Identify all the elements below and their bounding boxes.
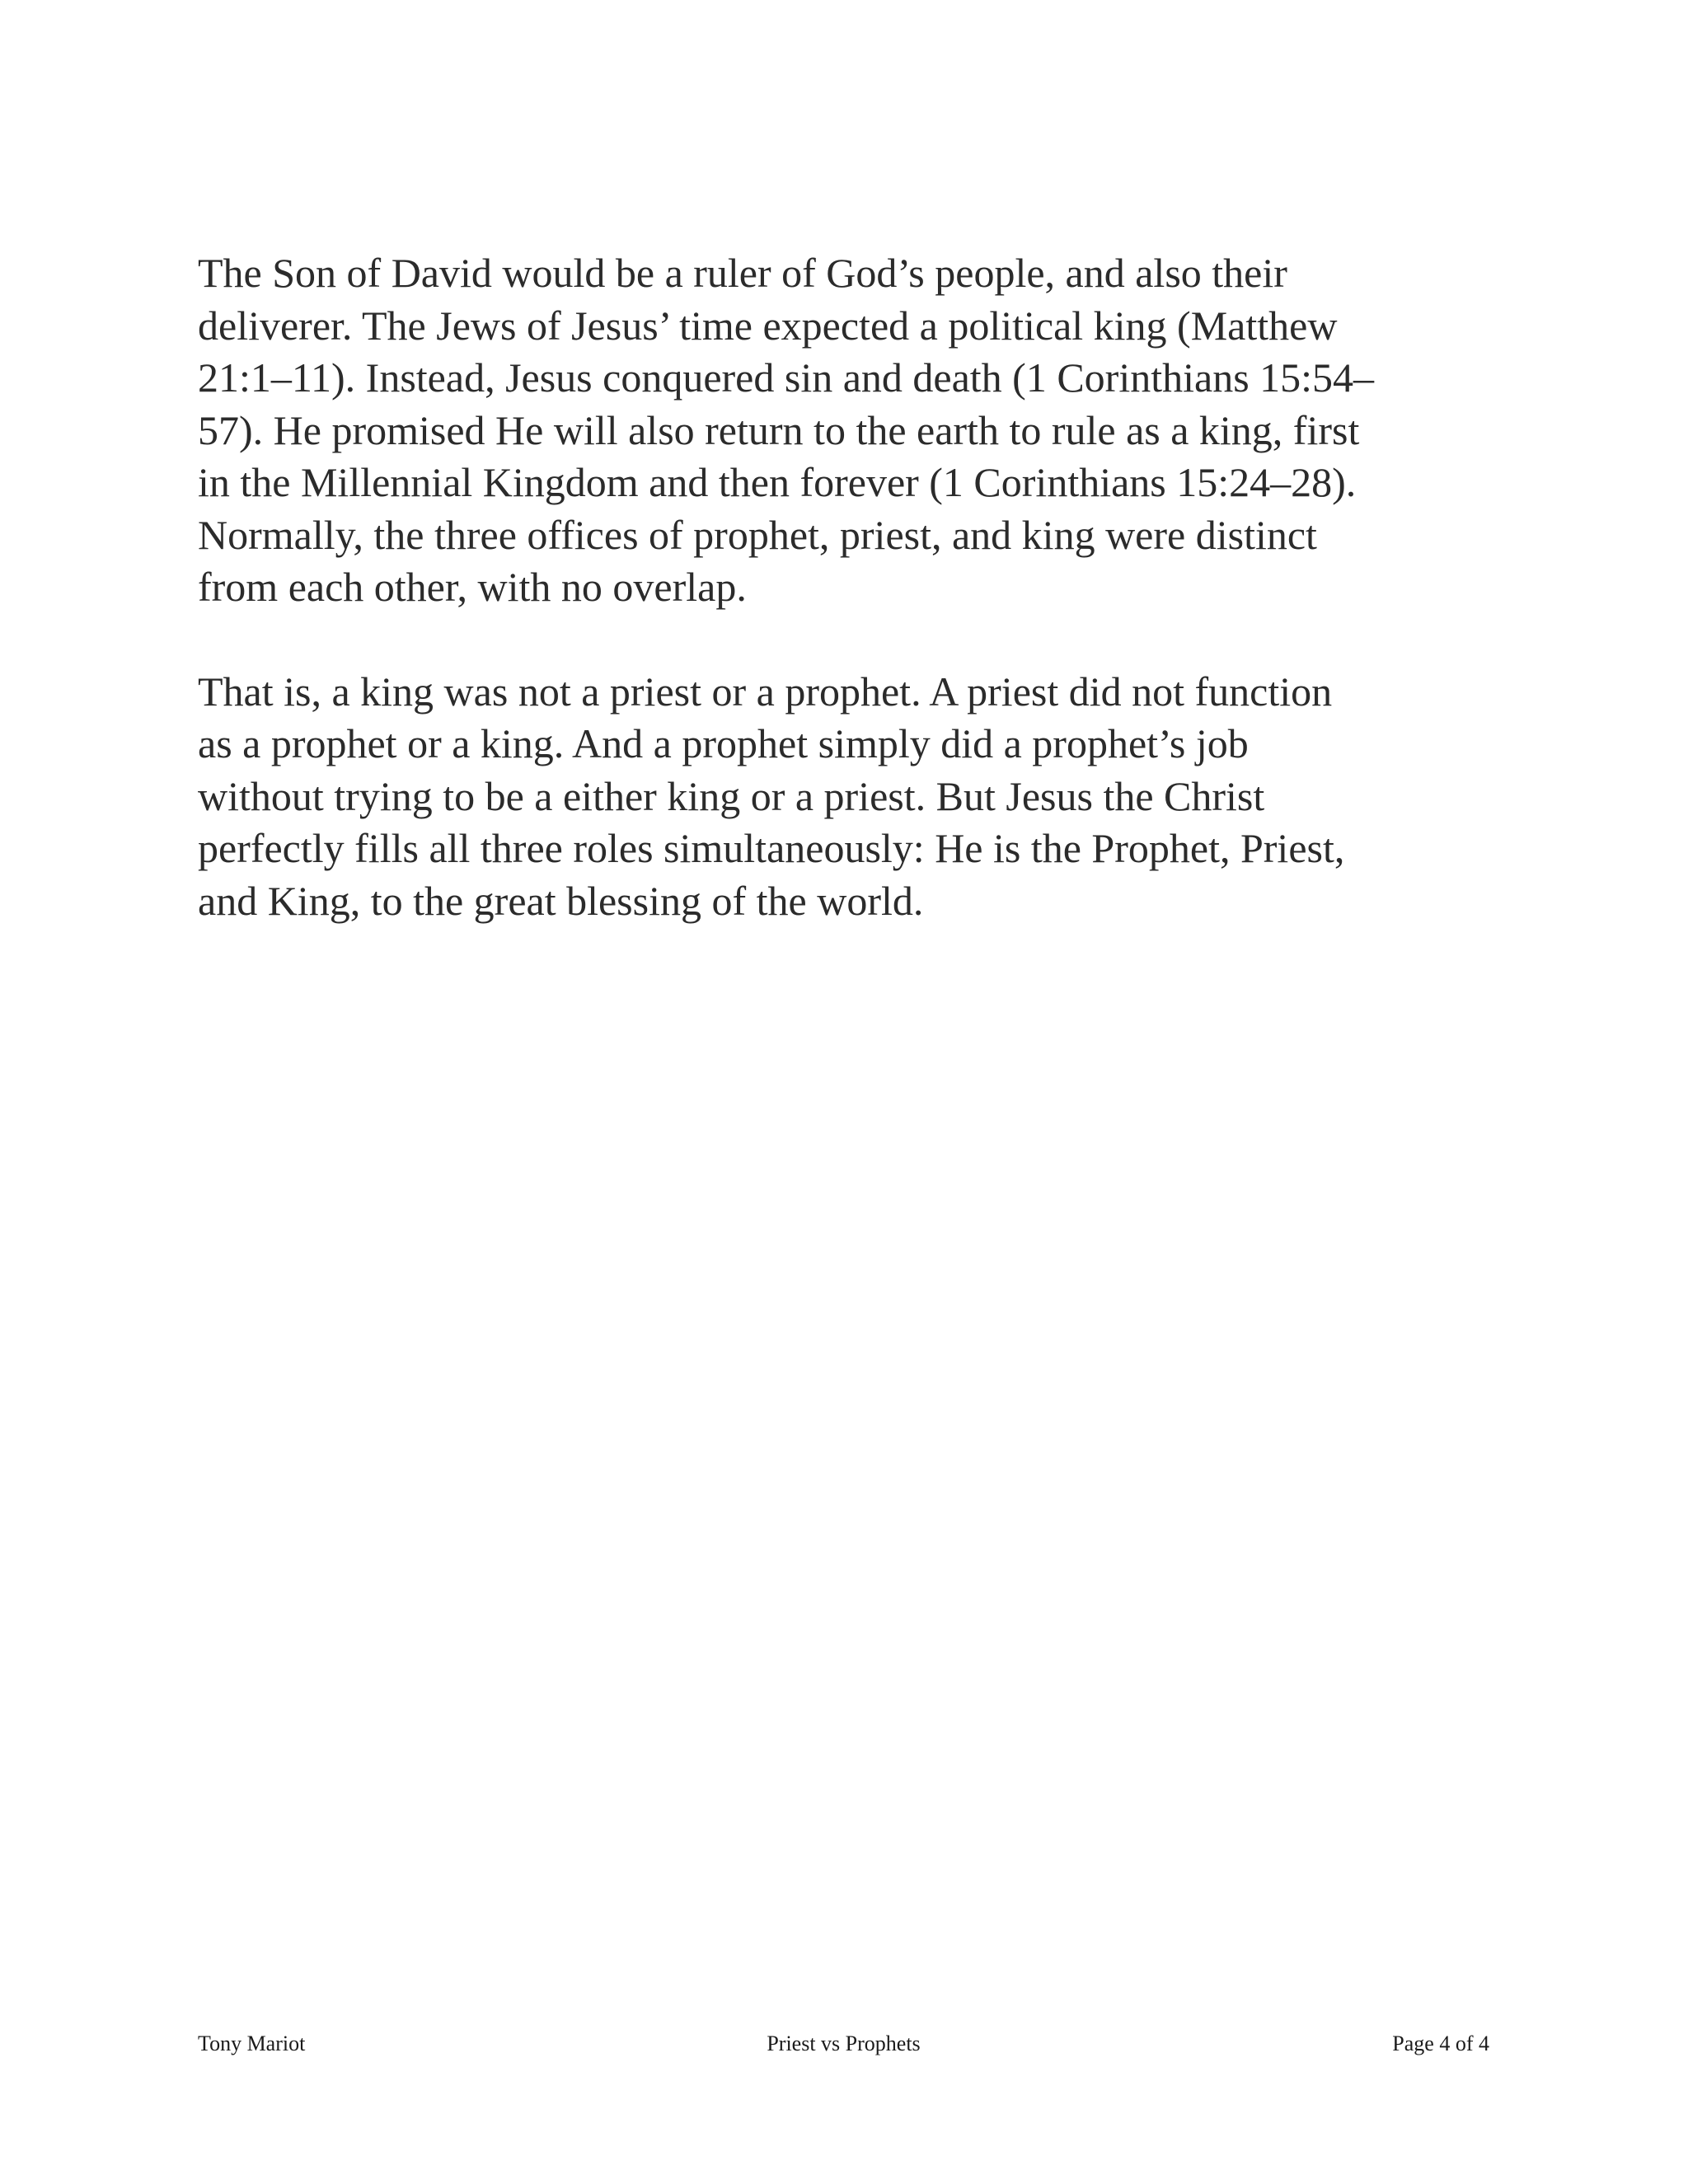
footer-author: Tony Mariot: [198, 2032, 306, 2055]
footer-title: Priest vs Prophets: [767, 2032, 921, 2055]
footer-page-number: Page 4 of 4: [1392, 2032, 1489, 2055]
page-footer: [198, 2032, 1489, 2064]
paragraph-1: The Son of David would be a ruler of God’s people, and also their deliverer. The Jews of Jesus’ time expected a political king (Matthew 21:1–11). Instead, Jesus conquered sin and death (1 Corinthians 15:54– 57). He promised He will also return to the earth to rule as a king, first in the Millennial Kingdom and then forever (1 Corinthians 15:24–28). Normally, the three offices of prophet, priest, and king were distinct from each other, with no overlap.: [198, 250, 1375, 610]
document-body: [198, 247, 1500, 927]
paragraph-2: That is, a king was not a priest or a prophet. A priest did not function as a prophet or a king. And a prophet simply did a prophet’s job without trying to be a either king or a priest. But Jesus the Christ perfectly fills all three roles simultaneously: He is the Prophet, Priest, and King, to the great blessing of the world.: [198, 668, 1345, 924]
